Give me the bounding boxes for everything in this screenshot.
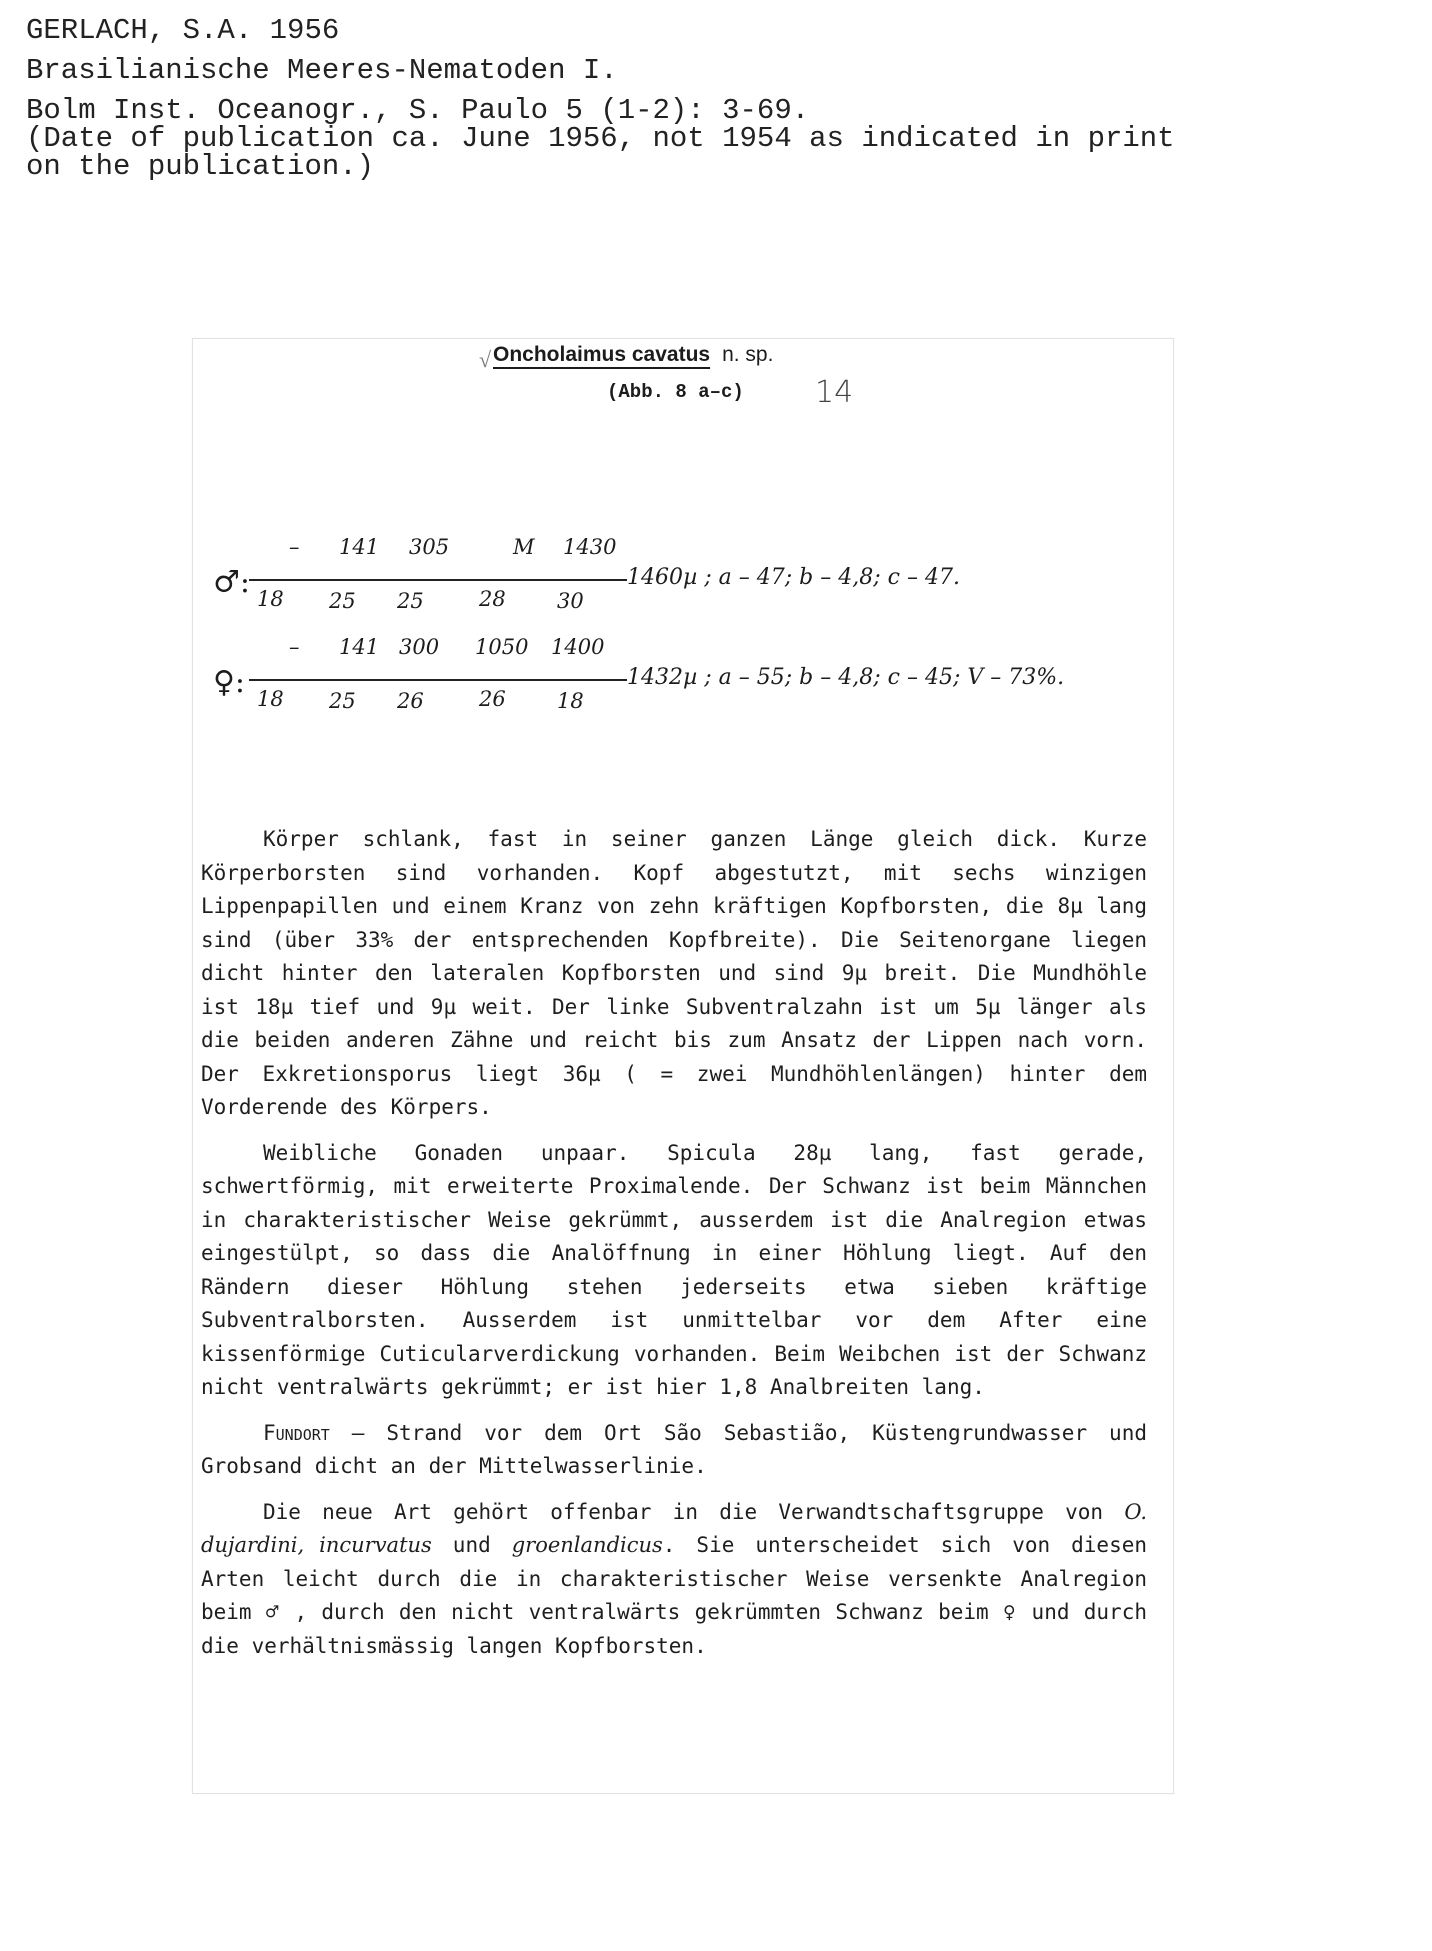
locality-label: Fundort [263,1420,330,1445]
locality-text: – Strand vor dem Ort São Sebastião, Küstengrundwasser und Grobsand dicht an der Mittelwasserlinie. [201,1420,1147,1478]
formula-value: 1050 [475,635,529,659]
paragraph-affinities [201,1496,1147,1664]
publication-date-note-cont: on the publication.) [26,150,375,183]
formula-value: 141 [339,535,380,559]
female-symbol: ♀: [213,665,246,700]
formula-value: 305 [409,535,450,559]
checkmark-icon: √ [479,347,492,372]
female-ratios: 1432µ ; a – 55; b – 4,8; c – 45; V – 73%. [627,665,1065,690]
formula-value: 18 [557,689,584,713]
male-symbol: ♂: [213,565,251,600]
species-name-italic: groenlandicus [511,1533,663,1557]
formula-value: 26 [479,687,506,711]
paper-title: Brasilianische Meeres-Nematoden I. [26,54,618,87]
species-names-italic: O. dujardini, incurvatus [201,1499,1147,1557]
pasted-excerpt [192,338,1174,1794]
formula-value: 18 [257,687,284,711]
formula-value: 25 [329,689,356,713]
formula-value: 141 [339,635,380,659]
figure-reference: (Abb. 8 a–c) [607,381,744,403]
fraction-bar [249,679,627,681]
formula-value: 300 [399,635,440,659]
formula-value: 25 [329,589,356,613]
affinities-text: Die neue Art gehört offenbar in die Verwandtschaftsgruppe von [263,1499,1125,1524]
formula-value: 1400 [551,635,605,659]
formula-value: 28 [479,587,506,611]
publication-date-note: (Date of publication ca. June 1956, not 1954 as indicated in print [26,122,1175,155]
species-name: Oncholaimus cavatus [493,343,711,366]
paragraph-morphology: Körper schlank, fast in seiner ganzen Länge gleich dick. Kurze Körperborsten sind vorhanden. Kopf abgestutzt, mit sechs winzigen Lippenpapillen und einem Kranz von zehn kräftigen Kopfborsten, die 8µ lang sind (über 33% der entsprechenden Kopfbreite). Die Seitenorgane liegen dicht hinter den lateralen Kopfborsten und sind 9µ breit. Die Mundhöhle ist 18µ tief und 9µ weit. Der linke Subventralzahn ist um 5µ länger als die beiden anderen Zähne und reicht bis zum Ansatz der Lippen nach vorn. Der Exkretionsporus liegt 36µ ( = zwei Mundhöhlenlängen) hinter dem Vorderende des Körpers. [201,827,1147,1119]
journal-citation: Bolm Inst. Oceanogr., S. Paulo 5 (1-2): 3-69. [26,94,810,127]
new-species-label: n. sp. [722,343,774,366]
handwritten-number: 14 [815,375,854,410]
description-text [201,823,1147,1675]
paragraph-gonads-tail: Weibliche Gonaden unpaar. Spicula 28µ lang, fast gerade, schwertförmig, mit erweiterte Proximalende. Der Schwanz ist beim Männchen in charakteristischer Weise gekrümmt, ausserdem ist die Analregion etwas eingestülpt, so dass die Analöffnung in einer Höhlung liegt. Auf den Rändern dieser Höhlung stehen jederseits etwa sieben kräftige Subventralborsten. Ausserdem ist unmittelbar vor dem After eine kissenförmige Cuticularverdickung vorhanden. Beim Weibchen ist der Schwanz nicht ventralwärts gekrümmt; er ist hier 1,8 Analbreiten lang. [201,1140,1147,1399]
formula-value: 25 [397,589,424,613]
affinities-text: . Sie unterscheidet sich von diesen Arten leicht durch die in charakteristischer Weise versenkte Analregion beim ♂ , durch den nicht ventralwärts gekrümmten Schwanz beim ♀ und durch die verhältnismässig langen Kopfborsten. [201,1533,1148,1658]
formula-value: 18 [257,587,284,611]
formula-value: 26 [397,689,424,713]
paragraph-locality [201,1417,1147,1484]
male-ratios: 1460µ ; a – 47; b – 4,8; c – 47. [627,565,960,590]
formula-value: M [513,535,535,559]
author-year: GERLACH, S.A. 1956 [26,14,340,47]
formula-value: – [289,635,300,659]
formula-value: 1430 [563,535,617,559]
formula-value: – [289,535,300,559]
formula-value: 30 [557,589,584,613]
fraction-bar [249,579,627,581]
species-title [493,343,773,367]
affinities-text: und [431,1533,512,1557]
